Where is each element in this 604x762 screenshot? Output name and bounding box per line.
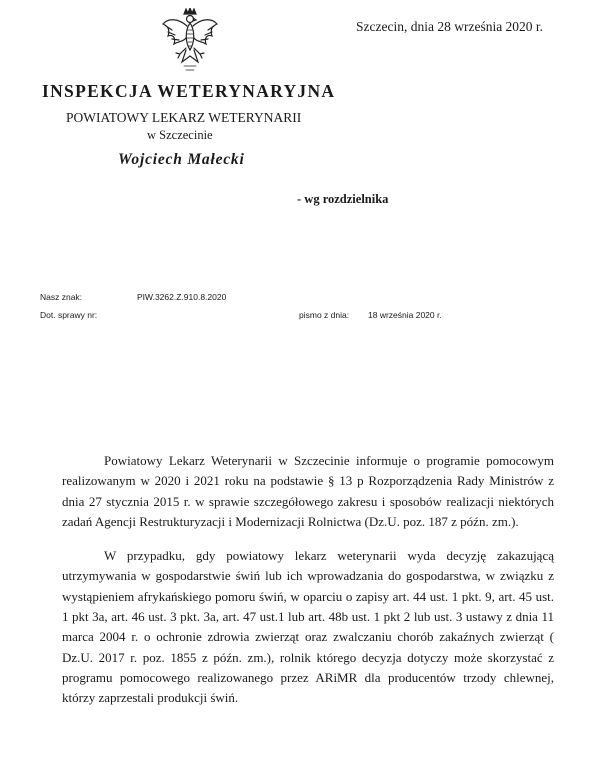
officer-city: w Szczecinie xyxy=(147,128,213,142)
our-sign-value: PIW.3262.Z.910.8.2020 xyxy=(137,292,227,302)
place-date: Szczecin, dnia 28 września 2020 r. xyxy=(356,19,544,34)
officer-title: POWIATOWY LEKARZ WETERYNARII xyxy=(66,110,302,125)
our-sign-label: Nasz znak: xyxy=(40,292,83,302)
letter-date-label: pismo z dnia: xyxy=(299,310,350,320)
institution-name: INSPEKCJA WETERYNARYJNA xyxy=(42,81,336,101)
officer-name: Wojciech Małecki xyxy=(118,151,245,168)
body-paragraph-2: W przypadku, gdy powiatowy lekarz weterynarii wyda decyzję zakazującą utrzymywania w gospodarstwie świń lub ich wprowadzania do gospodarstwa, w związku z wystąpieniem afrykańskiego pomoru świń, w oparciu o zapisy art. 44 ust. 1 pkt. 9, art. 45 ust. 1 pkt 3a, art. 46 ust. 3 pkt. 3a, art. 47 ust.1 lub art. 48b ust. 1 pkt 2 lub ust. 3 ustawy z dnia 11 marca 2004 r. o ochronie zdrowia zwierząt oraz zwalczaniu chorób zakaźnych zwierząt ( Dz.U. 2017 r. poz. 1855 z późn. zm.), rolnik którego decyzja dotyczy może skorzystać z programu pomocowego realizowanego przez ARiMR dla producentów trzody chlewnej, którzy zaprzestali produkcji świń. xyxy=(62,548,554,706)
letter-date-value: 18 września 2020 r. xyxy=(368,310,442,320)
letter-body xyxy=(62,451,554,709)
body-paragraph-1: Powiatowy Lekarz Weterynarii w Szczecinie informuje o programie pomocowym realizowanym w 2020 i 2021 roku na podstawie § 13 p Rozporządzenia Rady Ministrów z dnia 27 stycznia 2015 r. w sprawie szczegółowego zakresu i sposobów realizacji niektórych zadań Agencji Restrukturyzacji i Modernizacji Rolnictwa (Dz.U. poz. 187 z późn. zm.). xyxy=(62,453,554,529)
case-number-label: Dot. sprawy nr: xyxy=(40,310,98,320)
polish-eagle-emblem-icon xyxy=(160,8,220,76)
recipient: - wg rozdzielnika xyxy=(297,192,389,206)
